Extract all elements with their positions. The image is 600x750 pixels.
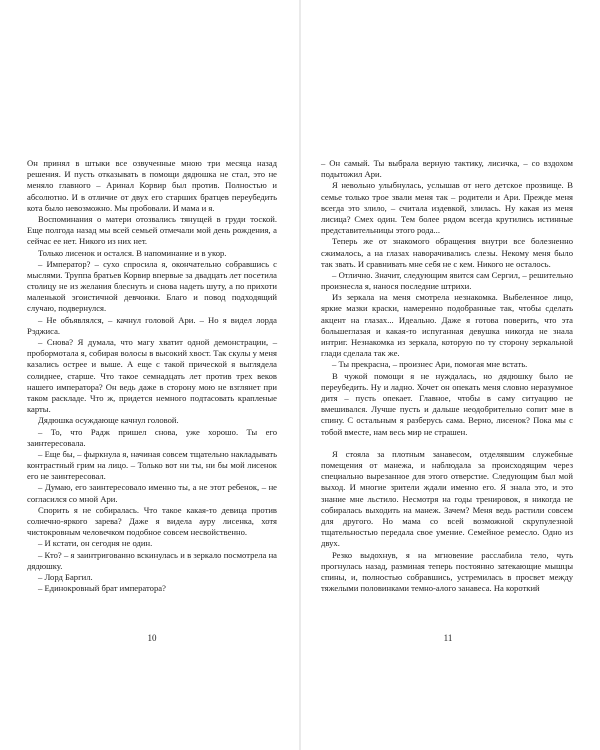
paragraph: Я невольно улыбнулась, услышав от него детское прозвище. В семье только трое звали меня так – родители и Ари. Прежде меня всегда это злило, – считала издевкой, злилась. Ну какая из меня лисица? Смех один. Тем более рядом всегда крутились истинные представительницы этого рода...	[321, 180, 573, 236]
paragraph: – И кстати, он сегодня не один.	[38, 538, 153, 549]
paragraph: – Он самый. Ты выбрала верную тактику, лисичка, – со вздохом подытожил Ари.	[321, 158, 573, 180]
left-page-text	[27, 158, 277, 594]
paragraph: Спорить я не собиралась. Что такое какая-то девица против солнечно-яркого зарева? Даже я видела ауру лисенка, хотя чистокровным человечком подобное совсем несвойственно.	[27, 504, 277, 538]
paragraph: Я стояла за плотным занавесом, отделявшим служебные помещения от манежа, и наблюдала за происходящим через специально вырезанное для этого отверстие. Следующим был мой выход. И многие зрители ждали именно его. Я знала это, и это знание мне льстило. Несмотря на годы тренировок, я никогда не собиралась выходить на манеж. Зачем? Меня ведь растили совсем для другого. Но мама со всей возможной скрупулезной тщательностью передала свое умение. Семейное ремесло. Одно из двух.	[321, 448, 573, 549]
page-number-right: 11	[443, 633, 453, 643]
paragraph: – Думаю, его заинтересовало именно ты, а не этот ребенок, – не согласился со мной Ари.	[27, 482, 277, 504]
paragraph: Теперь же от знакомого обращения внутри все болезненно сжималось, а на глазах наворачивались слезы. Некому меня было так звать. И сравнивать мне себя не с кем. Никого не осталось.	[321, 236, 573, 269]
right-page-text	[321, 158, 573, 594]
paragraph: – Кто? – я заинтригованно вскинулась и в зеркало посмотрела на дядюшку.	[27, 549, 277, 571]
paragraph: В чужой помощи я не нуждалась, но дядюшку было не переубедить. Ну и ладно. Хочет он опекать меня словно неразумное дитя – пусть опекает. Главное, чтобы в саму ситуацию не вмешивался. Лучше пусть и дальше неодобрительно сопит мне в спину. С остальным я разберусь сама. Верно, лисенок? Пока мы с тобой вместе, нам весь мир не страшен.	[321, 370, 573, 437]
paragraph: Воспоминания о матери отозвались тянущей в груди тоской. Еще полгода назад мы всей семьей отмечали мой день рождения, а сейчас ее нет. Никого из них нет.	[27, 213, 277, 247]
page-gutter	[299, 0, 301, 750]
paragraph: – Ты прекрасна, – произнес Ари, помогая мне встать.	[332, 359, 528, 370]
paragraph: – Единокровный брат императора?	[38, 583, 166, 594]
paragraph: Из зеркала на меня смотрела незнакомка. Выбеленное лицо, яркие мазки краски, намеренно подобранные так, чтобы сделать акцент на глазах... Идеально. Даже я готова поверить, что эта большеглазая и какая-то испуганная девушка никогда не знала интриг. Незнакомка из зеркала, которую по ту сторону зеркальной глади сделала так же.	[321, 292, 573, 359]
paragraph: Дядюшка осуждающе качнул головой.	[38, 415, 179, 426]
paragraph: – Отлично. Значит, следующим явится сам Сергил, – решительно произнесла я, нанося последние штрихи.	[321, 269, 573, 292]
paragraph: – То, что Радж пришел снова, уже хорошо. Ты его заинтересовала.	[27, 426, 277, 448]
paragraph: – Еще бы, – фыркнула я, начиная совсем тщательно накладывать контрастный грим на лицо. – Только вот ни ты, ни бы мой лисенок его не заинтересовал.	[27, 448, 277, 482]
paragraph: Резко выдохнув, я на мгновение расслабила тело, чуть прогнулась назад, разминая теперь постоянно затекающие мышцы спины, и, полностью собравшись, устремилась в просвет между тяжелыми половинками темно-алого занавеса. На короткий	[321, 549, 573, 594]
paragraph: – Император? – сухо спросила я, окончательно собравшись с мыслями. Труппа братьев Корвир впервые за двадцать лет посетила столицу не из желания блеснуть и снова надеть шуту, а по прихоти маленькой эгоистичной девчонки. Благо и повод подходящий случаю, подвернулся.	[27, 258, 277, 314]
paragraph: Он принял в штыки все озвученные мною три месяца назад решения. И пусть отказывать в помощи дядюшка не стал, это не меняло главного – Аринал Корвир был против. Полностью и абсолютно. И в отличие от двух его старших братцев переубедить кота было невозможно. Мы пробовали. И мама и я.	[27, 158, 277, 213]
paragraph: – Снова? Я думала, что магу хватит одной демонстрации, – пробормотала я, собирая волосы в высокий хвост. Так скулы у меня казались острее и выше. А еще с такой прической я выглядела солиднее, старше. Что такое семнадцать лет против трех веков нашего императора? Он ведь даже в сторону мою не взглянет при таком раскладе. Что ж, придется немного подтасовать крапленые карты.	[27, 337, 277, 415]
paragraph: Только лисенок и остался. В напоминание и в укор.	[38, 247, 227, 258]
paragraph: – Не объявлялся, – качнул головой Ари. – Но я видел лорда Рэджиса.	[27, 314, 277, 336]
page-number-left: 10	[147, 633, 157, 643]
paragraph: – Лорд Баргил.	[38, 571, 93, 582]
